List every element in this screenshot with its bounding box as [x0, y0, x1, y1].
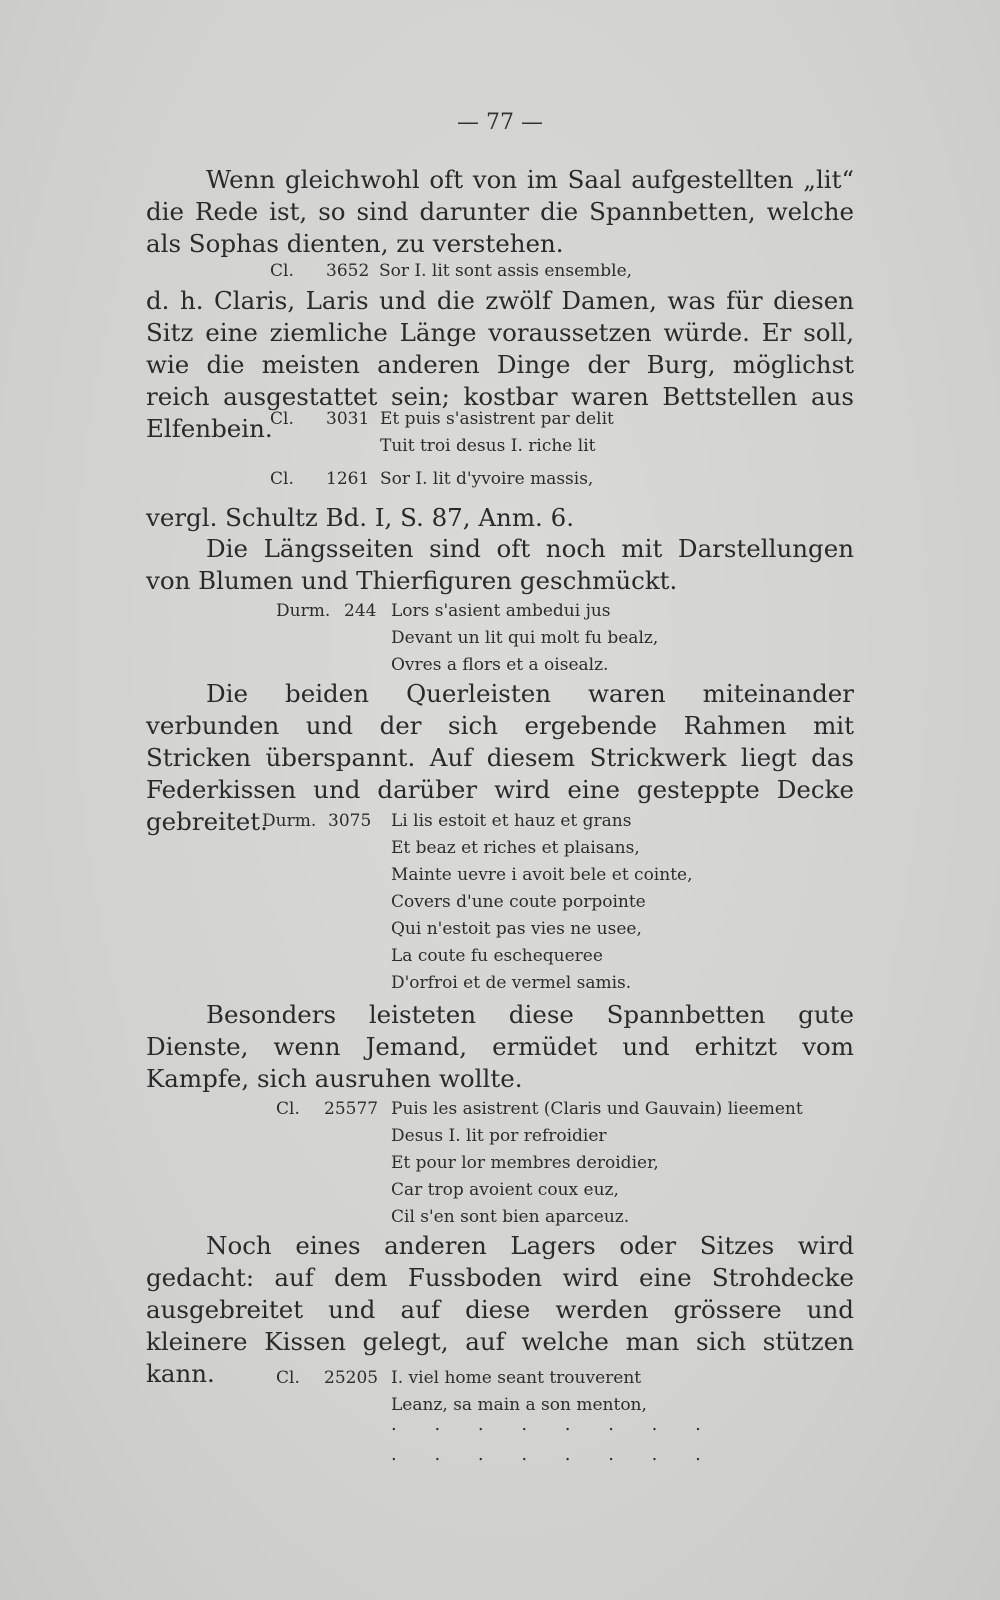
citation-number: 25577 [324, 1099, 379, 1119]
verse-line: Cil s'en sont bien aparceuz. [391, 1207, 630, 1227]
citation-source: Cl. [270, 261, 294, 281]
ellipsis-line: . . . . . . . . [391, 1444, 717, 1465]
verse-line: La coute fu eschequeree [391, 946, 603, 966]
ellipsis-line: . . . . . . . . [391, 1414, 717, 1435]
verse-line: Ovres a flors et a oisealz. [391, 655, 609, 675]
verse-line: Car trop avoient coux euz, [391, 1180, 619, 1200]
paragraph-2: d. h. Claris, Laris und die zwölf Damen, was für diesen Sitz eine ziemliche Länge voraussetzen würde. Er soll, wie die meisten anderen Dinge der Burg, möglichst reich ausgestattet sein; kostbar waren Bettstellen aus Elfenbein. [146, 286, 854, 443]
verse-line: Desus I. lit por refroidier [391, 1126, 607, 1146]
verse-line: Et pour lor membres deroidier, [391, 1153, 659, 1173]
citation-number: 1261 [326, 469, 370, 489]
verse-line: Sor I. lit sont assis ensemble, [379, 261, 633, 281]
page-number: — 77 — [457, 110, 543, 135]
citation-source: Cl. [270, 469, 294, 489]
citation-source: Durm. [276, 601, 331, 621]
verse-line: Leanz, sa main a son menton, [391, 1395, 647, 1415]
paragraph-7: Noch eines anderen Lagers oder Sitzes wird gedacht: auf dem Fussboden wird eine Strohdecke ausgebreitet und auf diese werden grössere und kleinere Kissen gelegt, auf welche man sich stützen kann. [146, 1231, 854, 1388]
citation-number: 3075 [328, 811, 372, 831]
paragraph-1: Wenn gleichwohl oft von im Saal aufgestellten „lit“ die Rede ist, so sind darunter die Spannbetten, welche als Sophas dienten, zu verstehen. [146, 165, 854, 258]
citation-number: 3031 [326, 409, 370, 429]
paragraph-3: vergl. Schultz Bd. I, S. 87, Anm. 6. [146, 503, 574, 532]
verse-line: Puis les asistrent (Claris und Gauvain) lieement [391, 1099, 803, 1119]
citation-number: 3652 [326, 261, 370, 281]
verse-line: Et puis s'asistrent par delit [380, 409, 614, 429]
verse-line: Mainte uevre i avoit bele et cointe, [391, 865, 693, 885]
citation-source: Cl. [270, 409, 294, 429]
paragraph-5: Die beiden Querleisten waren miteinander verbunden und der sich ergebende Rahmen mit Stricken überspannt. Auf diesem Strickwerk liegt das Federkissen und darüber wird eine gesteppte Decke gebreitet. [146, 679, 854, 836]
citation-source: Cl. [276, 1099, 300, 1119]
verse-line: Tuit troi desus I. riche lit [380, 436, 596, 456]
verse-line: Qui n'estoit pas vies ne usee, [391, 919, 642, 939]
verse-line: Lors s'asient ambedui jus [391, 601, 611, 621]
verse-line: Covers d'une coute porpointe [391, 892, 646, 912]
citation-number: 25205 [324, 1368, 379, 1388]
paragraph-4: Die Längsseiten sind oft noch mit Darstellungen von Blumen und Thierfiguren geschmückt. [146, 534, 854, 595]
verse-line: Et beaz et riches et plaisans, [391, 838, 640, 858]
verse-line: I. viel home seant trouverent [391, 1368, 642, 1388]
verse-line: Sor I. lit d'yvoire massis, [380, 469, 594, 489]
verse-line: D'orfroi et de vermel samis. [391, 973, 632, 993]
citation-number: 244 [344, 601, 377, 621]
citation-source: Cl. [276, 1368, 300, 1388]
citation-source: Durm. [262, 811, 317, 831]
verse-line: Li lis estoit et hauz et grans [391, 811, 632, 831]
verse-line: Devant un lit qui molt fu bealz, [391, 628, 659, 648]
paragraph-6: Besonders leisteten diese Spannbetten gute Dienste, wenn Jemand, ermüdet und erhitzt vom Kampfe, sich ausruhen wollte. [146, 1000, 854, 1093]
